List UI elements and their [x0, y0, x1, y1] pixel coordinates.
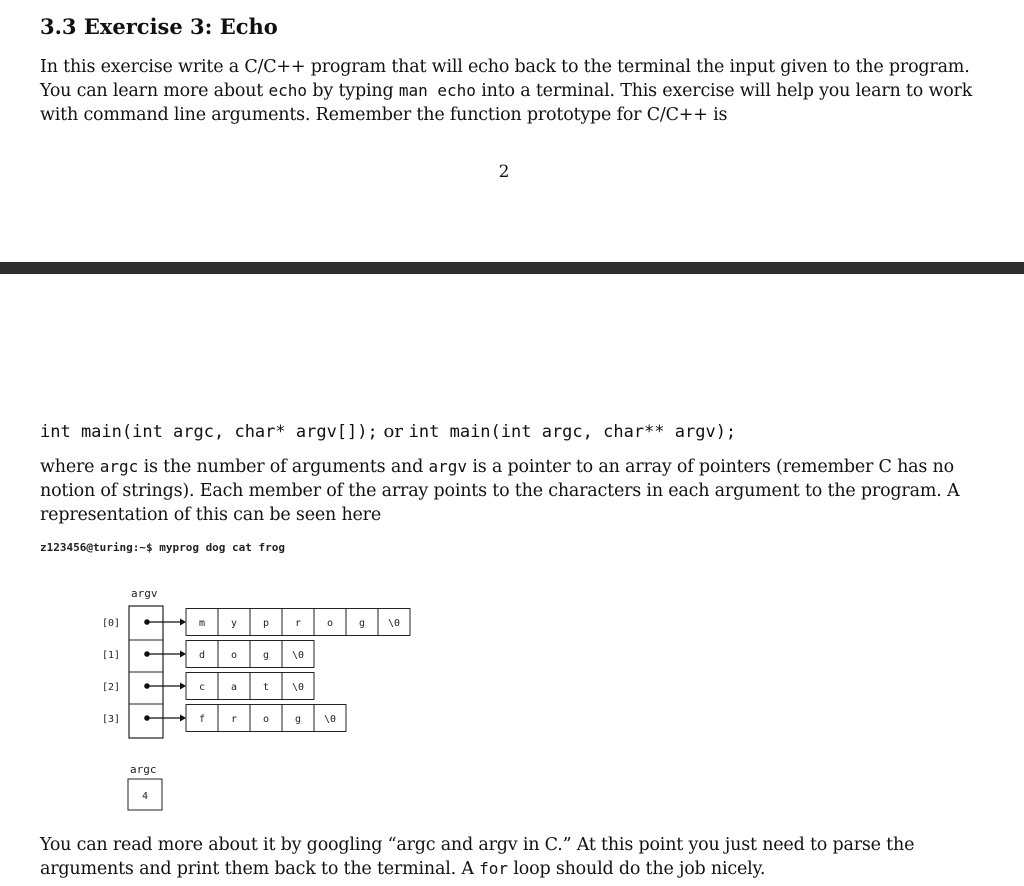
argc-value: 4 [141, 791, 149, 802]
argv-index: [3] [102, 714, 121, 725]
prototype-code-2: int main(int argc, char** argv); [408, 422, 737, 442]
char-cell-text: m [198, 618, 206, 629]
char-cell-text: p [262, 618, 270, 629]
argv-index: [2] [102, 682, 121, 693]
intro-paragraph [40, 55, 980, 127]
explanation-paragraph [40, 455, 980, 527]
pointer-arrowhead [180, 619, 186, 626]
pointer-arrowhead [180, 683, 186, 690]
closing-text-1: You can read more about it by googling “argc and argv in C.” At this point you just need to parse the arguments and print them back to the terminal. A [40, 835, 915, 879]
argv-label: argv [131, 587, 158, 600]
intro-text-2: by typing [307, 81, 399, 101]
code-argc: argc [99, 457, 139, 476]
char-cell-text: \0 [387, 618, 401, 629]
prototype-or: or [377, 421, 409, 442]
code-for: for [479, 859, 509, 878]
char-cell-text: o [230, 650, 238, 661]
argv-index: [0] [102, 618, 121, 629]
intro-text-1: In this exercise write a C/C++ program that will echo back to the terminal the input given to the program. You can learn more about [40, 57, 970, 101]
function-prototype [40, 420, 736, 444]
argv-diagram [0, 580, 1024, 820]
prototype-code-1: int main(int argc, char* argv[]); [40, 422, 378, 442]
pointer-arrowhead [180, 715, 186, 722]
char-cell-text: f [198, 714, 206, 725]
char-cell-text: o [262, 714, 270, 725]
char-cell-text: g [294, 714, 302, 725]
char-cell-text: g [358, 618, 366, 629]
argv-index: [1] [102, 650, 121, 661]
explanation-text-2: is the number of arguments and [138, 457, 429, 477]
code-echo: echo [268, 81, 308, 100]
explanation-text-3: is a pointer to an array of pointers (remember C has no notion of strings). Each member of the array points to the characters in each argument to the program. A representation of this can be seen here [40, 457, 960, 525]
char-cell-text: y [230, 618, 238, 629]
code-man-echo: man echo [398, 81, 476, 100]
argc-label: argc [130, 763, 157, 776]
intro-text-3: into a terminal. This exercise will help you learn to work with command line arguments. Remember the function prototype for C/C++ is [40, 81, 973, 125]
char-cell-text: \0 [291, 650, 305, 661]
char-cell-text: r [230, 714, 238, 725]
code-argv: argv [428, 457, 468, 476]
page-break-bar [0, 262, 1024, 274]
terminal-command-line: z123456@turing:~$ myprog dog cat frog [40, 541, 286, 554]
char-cell-text: r [294, 618, 302, 629]
explanation-text-1: where [40, 457, 100, 477]
closing-paragraph [40, 833, 980, 881]
char-cell-text: a [230, 682, 238, 693]
char-cell-text: d [198, 650, 206, 661]
section-heading: 3.3 Exercise 3: Echo [40, 14, 278, 39]
char-cell-text: \0 [291, 682, 305, 693]
char-cell-text: \0 [323, 714, 337, 725]
page-number: 2 [498, 162, 510, 182]
char-cell-text: o [326, 618, 334, 629]
char-cell-text: g [262, 650, 270, 661]
pointer-arrowhead [180, 651, 186, 658]
closing-text-2: loop should do the job nicely. [508, 859, 766, 879]
char-cell-text: c [198, 682, 206, 693]
char-cell-text: t [262, 682, 270, 693]
